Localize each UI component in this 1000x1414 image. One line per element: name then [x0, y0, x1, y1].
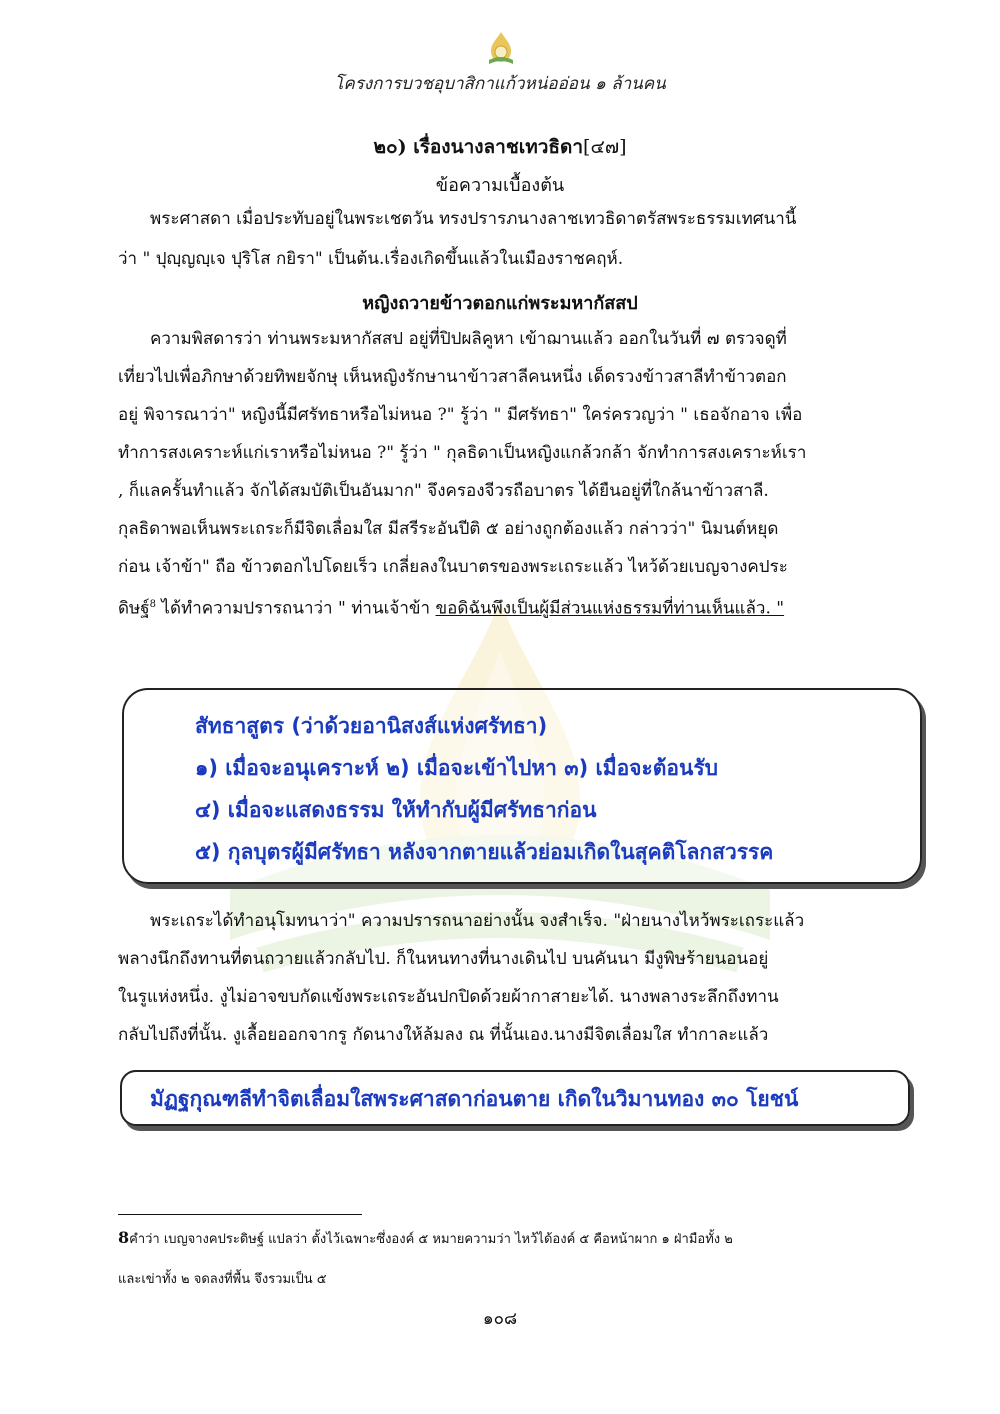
box1-line: ๑) เมื่อจะอนุเคราะห์ ๒) เมื่อจะเข้าไปหา ๓) เมื่อจะต้อนรับ — [195, 756, 718, 780]
intro-line: ว่า " ปุญฺญญฺเจ ปุริโส กยิรา" เป็นต้น.เรื่องเกิดขึ้นแล้วในเมืองราชคฤห์. — [118, 249, 624, 269]
box1-line: ๔) เมื่อจะแสดงธรรม ให้ทำกับผู้มีศรัทธาก่อน — [195, 798, 597, 822]
page-number: ๑๐๘ — [482, 1309, 518, 1329]
footnote-line — [118, 1228, 733, 1249]
body-line: ทำการสงเคราะห์แก่เราหรือไม่หนอ ?" รู้ว่า " กุลธิดาเป็นหญิงแกล้วกล้า จักทำการสงเคราะห์เรา — [118, 443, 807, 463]
story-title-ref: [๔๗] — [583, 136, 627, 158]
box1-line: ๕) กุลบุตรผู้มีศรัทธา หลังจากตายแล้วย่อมเกิดในสุคติโลกสวรรค — [195, 840, 774, 864]
story-title — [0, 132, 1000, 162]
body-line-last — [118, 592, 888, 622]
story-title-text: ๒๐) เรื่องนางลาชเทวธิดา — [373, 136, 584, 158]
header-title: โครงการบวชอุบาสิกาแก้วหน่ออ่อน ๑ ล้านคน — [334, 74, 666, 94]
body-last-mid: ได้ทำความปรารถนาว่า " ท่านเจ้าข้า — [156, 598, 436, 619]
body-line: อยู่ พิจารณาว่า" หญิงนี้มีศรัทธาหรือไม่หนอ ?" รู้ว่า " มีศรัทธา" ใคร่ครวญว่า " เธอจักอาจ เพื่อ — [118, 405, 803, 425]
footnote-ref[interactable]: 8 — [149, 599, 157, 610]
project-logo-icon — [486, 30, 516, 66]
body-line: ก่อน เจ้าข้า" ถือ ข้าวตอกไปโดยเร็ว เกลี่ยลงในบาตรของพระเถระแล้ว ไหว้ด้วยเบญจางคประ — [118, 557, 788, 577]
body-line: กุลธิดาพอเห็นพระเถระก็มีจิตเลื่อมใส มีสรีระอันปีติ ๕ อย่างถูกต้องแล้ว กล่าวว่า" นิมนต์หยุด — [118, 519, 779, 539]
summary-text: มัฏฐกุณฑลีทำจิตเลื่อมใสพระศาสดาก่อนตาย เกิดในวิมานทอง ๓๐ โยชน์ — [150, 1087, 799, 1111]
footnote-mark: 8 — [118, 1228, 130, 1247]
footnote-divider — [118, 1214, 362, 1215]
body2-line: พลางนึกถึงทานที่ตนถวายแล้วกลับไป. ก็ในหนทางที่นางเดินไป บนคันนา มีงูพิษร้ายนอนอยู่ — [118, 949, 769, 969]
body-line: เที่ยวไปเพื่อภิกษาด้วยทิพยจักษุ เห็นหญิงรักษานาข้าวสาลีคนหนึ่ง เด็ดรวงข้าวสาลีทำข้าวตอก — [118, 367, 787, 387]
body-line: ความพิสดารว่า ท่านพระมหากัสสป อยู่ที่ปิปผลิคูหา เข้าฌานแล้ว ออกในวันที่ ๗ ตรวจดูที่ — [150, 329, 787, 349]
footnote-line: และเข่าทั้ง ๒ จดลงที่พื้น จึงรวมเป็น ๕ — [118, 1272, 327, 1287]
body-line: , ก็แลครั้นทำแล้ว จักได้สมบัติเป็นอันมาก" จึงครองจีวรถือบาตร ได้ยืนอยู่ที่ใกล้นาข้าวสาลี. — [118, 481, 769, 501]
body-last-underlined: ขอดิฉันพึงเป็นผู้มีส่วนแห่งธรรมที่ท่านเห็นแล้ว. " — [435, 598, 785, 619]
body2-line: ในรูแห่งหนึ่ง. งูไม่อาจขบกัดแข้งพระเถระอันปกปิดด้วยผ้ากาสายะได้. นางพลางระลึกถึงทาน — [118, 987, 779, 1007]
body2-line: กลับไปถึงที่นั้น. งูเลื้อยออกจากรู กัดนางให้ล้มลง ณ ที่นั้นเอง.นางมีจิตเลื่อมใส ทำกาละแล้ว — [118, 1025, 769, 1045]
body2-line: พระเถระได้ทำอนุโมทนาว่า" ความปรารถนาอย่างนั้น จงสำเร็จ. "ฝ่ายนางไหว้พระเถระแล้ว — [150, 911, 805, 931]
section-heading: หญิงถวายข้าวตอกแก่พระมหากัสสป — [362, 293, 638, 314]
intro-heading: ข้อความเบื้องต้น — [435, 175, 565, 196]
body-last-prefix: ดิษฐ์ — [118, 598, 150, 619]
intro-line: พระศาสดา เมื่อประทับอยู่ในพระเชตวัน ทรงปรารภนางลาชเทวธิดาตรัสพระธรรมเทศนานี้ — [150, 209, 797, 229]
footnote-text: คำว่า เบญจางคประดิษฐ์ แปลว่า ตั้งไว้เฉพาะซึ่งองค์ ๕ หมายความว่า ไหว้ได้องค์ ๕ คือหน้าผาก ๑ ฝ่ามือทั้ง ๒ — [129, 1232, 733, 1247]
box1-title: สัทธาสูตร (ว่าด้วยอานิสงส์แห่งศรัทธา) — [195, 714, 548, 738]
